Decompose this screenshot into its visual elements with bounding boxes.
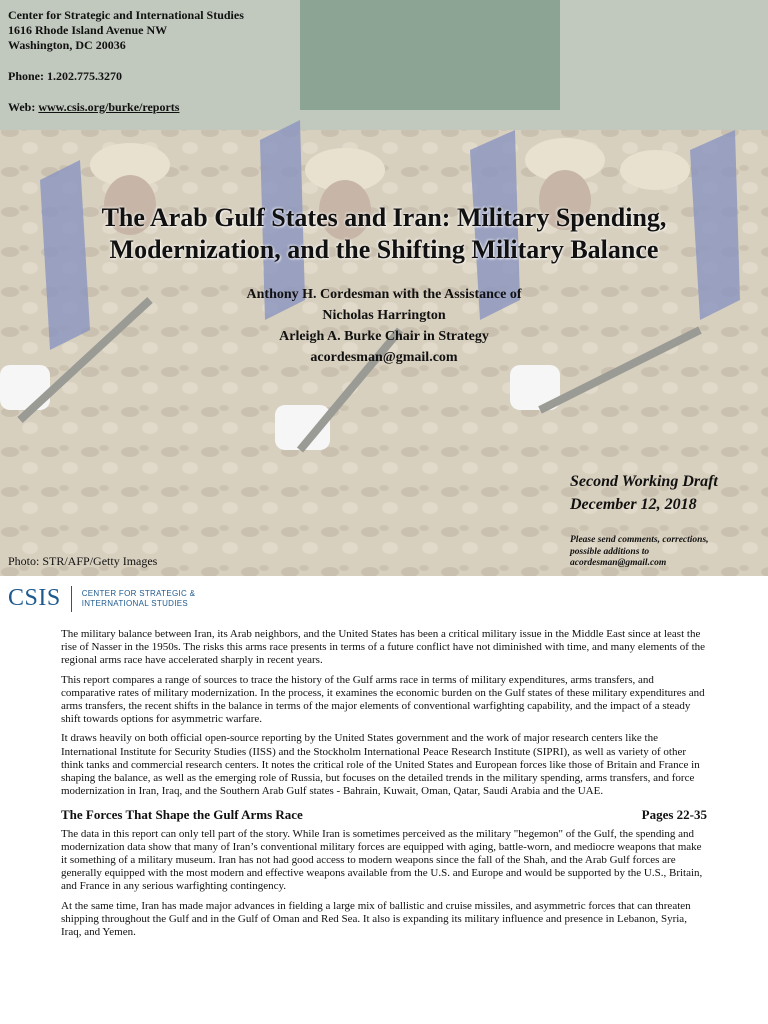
logo-divider (71, 586, 72, 612)
logo-line: INTERNATIONAL STUDIES (81, 598, 189, 608)
logo-subtitle (82, 589, 196, 609)
paragraph: This report compares a range of sources to trace the history of the Gulf arms race in terms of military expenditures, arms transfers, and comparative rates of military modernization. In the process, it examines the economic burden on the Gulf states of these military expenditures and arms transfers, the recent shifts in the balance in terms of the major elements of conventional warfighting capability, and the impact of a steady shift towards options for asymmetric warfare. (61, 673, 705, 726)
note-line: possible additions to (570, 546, 650, 557)
web-line (8, 100, 244, 115)
note-line: acordesman@gmail.com (570, 558, 667, 568)
comments-note (570, 535, 709, 570)
summary-text (61, 628, 707, 945)
author-line: Nicholas Harrington (322, 308, 446, 323)
web-link[interactable]: www.csis.org/burke/reports (38, 100, 180, 114)
section-heading (61, 808, 707, 821)
title-line: Modernization, and the Shifting Military Balance (109, 235, 659, 264)
csis-wordmark: CSIS (8, 585, 61, 611)
draft-label: Second Working Draft (570, 473, 718, 490)
section-title: The Forces That Shape the Gulf Arms Race (61, 807, 303, 823)
authors-block (0, 284, 768, 368)
author-email: acordesman@gmail.com (310, 350, 458, 365)
photo-credit: Photo: STR/AFP/Getty Images (8, 554, 158, 568)
address-line: Center for Strategic and International Studies (8, 8, 244, 22)
report-title (0, 202, 768, 266)
paragraph: It draws heavily on both official open-source reporting by the United States government and the work of major research centers like the International Institute for Security Studies (IISS) and the Stockholm International Peace Research Institute (SIPRI), as well as variety of other think tanks and commercial research centers. It notes the critical role of the United States and European forces like those of Britain and France in shaping the balance, as well as the emerging role of Russia, but focuses on the detailed trends in the military spending, arms transfers, and force modernization in Iran, Iraq, and the Southern Arab Gulf states - Bahrain, Kuwait, Oman, Qatar, Saudi Arabia and the UAE. (61, 732, 700, 798)
paragraph: The data in this report can only tell part of the story. While Iran is sometimes perceived as the military "hegemon" of the Gulf, the spending and modernization data show that many of Iran’s conventional military forces are equipped with aging, battle-worn, and mediocre weapons that make it something of a military museum. Iran has not had good access to modern weapons since the fall of the Shah, and the Arab Gulf forces are generally equipped with the most modern and effective weapons available from the U.S. and Europe and would be supported by the U.S., Britain, and France in any serious warfighting contingency. (61, 827, 703, 893)
logo-line: CENTER FOR STRATEGIC & (81, 588, 196, 598)
author-line: Anthony H. Cordesman with the Assistance of (246, 287, 522, 302)
phone-number: Phone: 1.202.775.3270 (8, 69, 122, 83)
address-line: Washington, DC 20036 (8, 38, 126, 52)
address-block (8, 8, 244, 115)
web-label: Web: (8, 100, 39, 114)
csis-logo (8, 585, 195, 612)
address-line: 1616 Rhode Island Avenue NW (8, 23, 168, 37)
author-line: Arleigh A. Burke Chair in Strategy (279, 329, 489, 344)
draft-status (570, 470, 718, 516)
section-pages: Pages 22-35 (641, 807, 707, 823)
title-line: The Arab Gulf States and Iran: Military Spending, (101, 203, 667, 232)
draft-date: December 12, 2018 (570, 496, 697, 513)
paragraph: At the same time, Iran has made major advances in fielding a large mix of ballistic and cruise missiles, and asymmetric forces that can threaten shipping throughout the Gulf and in the Gulf of Oman and Red Sea. It also is expanding its military influence and presence in Lebanon, Syria, Iraq, and Yemen. (61, 899, 691, 939)
note-line: Please send comments, corrections, (570, 535, 709, 545)
paragraph: The military balance between Iran, its Arab neighbors, and the United States has been a critical military issue in the Middle East since at least the rise of Nasser in the 1950s. The risks this arms race presents in terms of a future conflict have not diminished with time, and many elements of the regional arms race have accelerated sharply in recent years. (61, 628, 706, 667)
